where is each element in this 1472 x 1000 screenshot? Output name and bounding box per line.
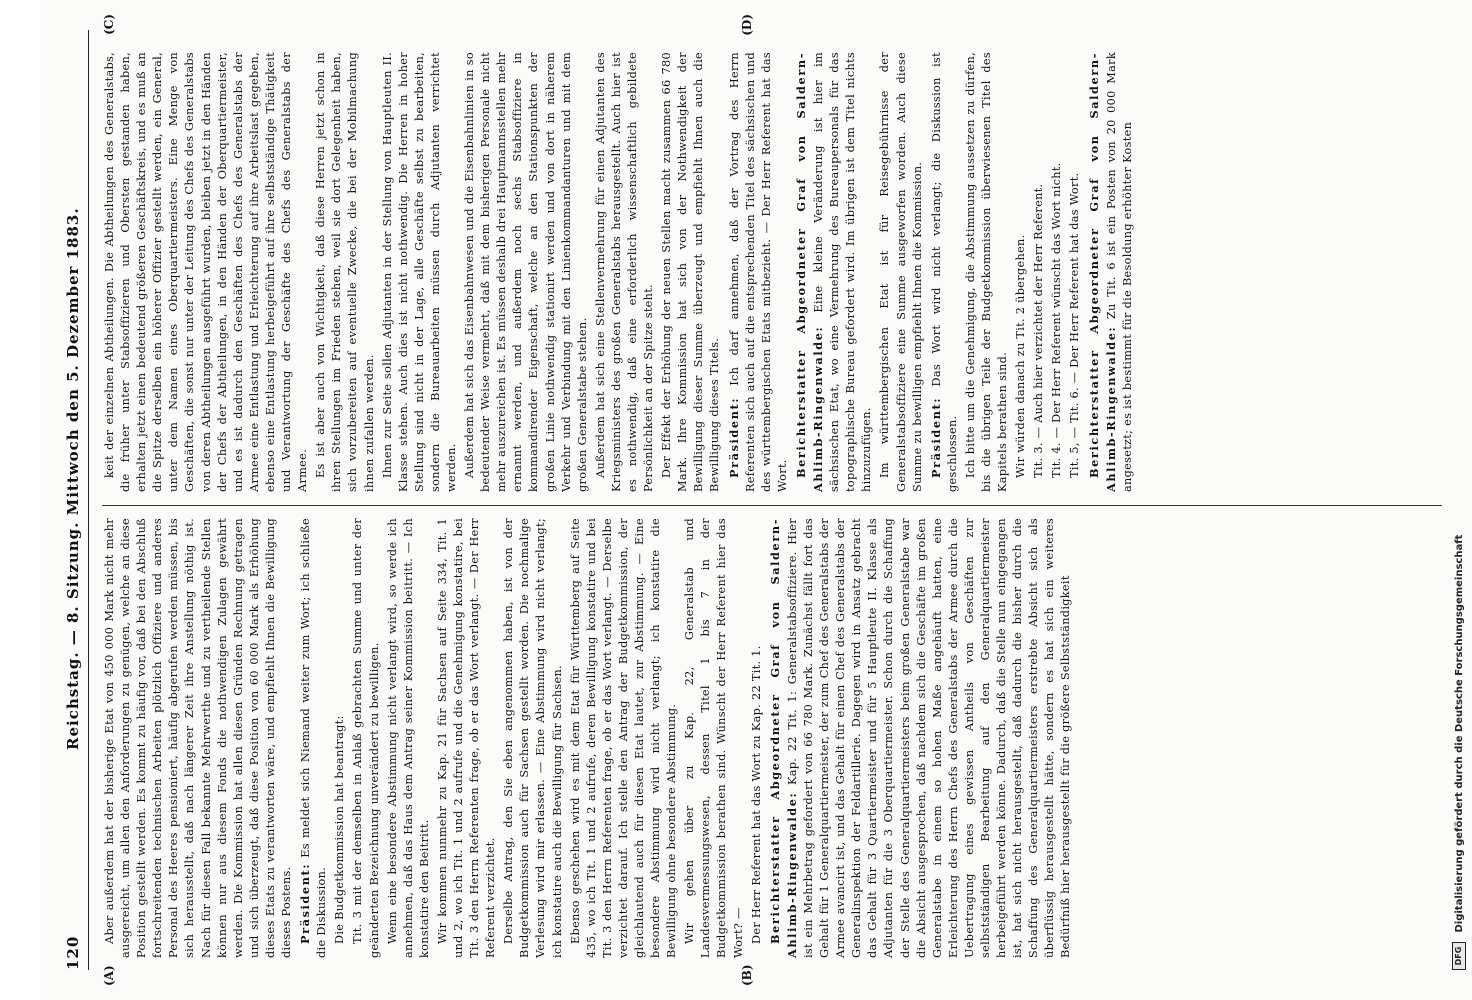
- paragraph: [682, 518, 746, 958]
- paragraph-text: Außerdem hat sich das Eisenbahnwesen und die Eisenbahnlinien in so bedeutender Weise vermehrt, daß mit dem bisherigen Personale nicht mehr auszureichen ist. Es müssen deshalb drei Hauptmannsstellen mehr ernannt werden, und außerdem noch sechs Stabsoffiziere in kommandirender Eigenschaft, welche an den Stationspunkten der großen Linie nothwendig stationirt werden und von dort in näherem Verkehr und Verbindung mit den Linienkommandanturen und mit dem großen Generalstabe stehen.: [463, 52, 589, 492]
- paragraph-text: Tit. 5, — Tit. 6. — Der Herr Referent hat das Wort.: [1068, 172, 1082, 478]
- speaker-label: Berichterstatter Abgeordneter Graf von Saldern-Ahlimb-Ringenwalde:: [793, 52, 826, 492]
- paragraph: [102, 518, 295, 958]
- paragraph: [726, 52, 791, 492]
- column-divider: [102, 505, 1442, 506]
- paragraph: [313, 52, 377, 492]
- dfg-logo: DFG: [1452, 942, 1466, 970]
- speaker-label: Berichterstatter Abgeordneter Graf von Saldern-Ahlimb-Ringenwalde:: [1086, 52, 1118, 492]
- paragraph-text: Tit. 4. — Der Herr Referent wünscht das Wort nicht.: [1050, 162, 1064, 478]
- paragraph: [462, 52, 591, 492]
- paragraph: [1049, 52, 1065, 492]
- paragraph: [1013, 52, 1029, 492]
- left-text-column: [102, 518, 1442, 958]
- paragraph: [1086, 52, 1136, 492]
- speaker-label: Präsident:: [298, 862, 313, 944]
- paragraph-text: Ebenso geschehen wird es mit dem Etat für Württemberg auf Seite 435, wo ich Tit. 1 und 2 aufrufe, deren Bewilligung konstatire und bei Tit. 3 den Herrn Referenten frage, ob er das Wort verlangt. — Derselbe verzichtet darauf. Ich stelle den Antrag der Budgetkommission, der gleichlautend auch für diesen Etat lautet, zur Abstimmung. — Eine besondere Abstimmung wird nicht verlangt; ich konstatire die Bewilligung ohne besondere Abstimmung.: [568, 518, 679, 958]
- margin-mark-c: (C): [102, 14, 116, 35]
- running-title: Reichstag. — 8. Sitzung. Mittwoch den 5. Dezember 1883.: [64, 207, 82, 750]
- paragraph-text: Wir würden danach zu Tit. 2 übergehen.: [1014, 234, 1028, 478]
- header-rule: [88, 30, 89, 970]
- margin-mark-b: (B): [740, 964, 754, 986]
- paragraph: [963, 52, 1011, 492]
- paragraph-text: Es meldet sich Niemand weiter zum Wort; ich schließe die Diskussion.: [299, 518, 329, 958]
- paragraph-text: Der Herr Referent hat das Wort zu Kap. 22 Tit. 1.: [749, 645, 763, 944]
- paragraph: [501, 518, 565, 958]
- paragraph-text: Tit. 3 mit der demselben in Anlaß gebrachten Summe und unter der geänderten Bezeichnung unverändert zu bewilligen.: [351, 518, 381, 958]
- paragraph-text: Der Effekt der Erhöhung der neuen Stellen macht zusammen 66 780 Mark. Ihre Kommission hat sich von der Nothwendigkeit der Bewilligung dieser Summe überzeugt und empfiehlt Ihnen auch die Bewilligung dieses Titels.: [660, 52, 722, 492]
- speaker-label: Präsident:: [726, 396, 741, 478]
- paragraph-text: Außerdem hat sich eine Stellenvermehrung für einen Adjutanten des Kriegsministers des großen Generalstabs herausgestellt. Auch hier ist es nothwendig, daß eine erforderlich wissenschaftlich gebildete Persönlichkeit an der Spitze steht.: [593, 52, 656, 492]
- paragraph: [435, 518, 499, 958]
- paragraph-text: Ihnen zur Seite sollen Adjutanten in der Stellung von Hauptleuten II. Klasse stehen. Auch dies ist nicht nothwendig. Die Herren in hoher Stellung sind nicht in der Lage, alle Geschäfte selbst zu bearbeiten, sondern die Bureauarbeiten müssen durch Adjutanten verrichtet werden.: [380, 52, 458, 492]
- page-footer: [1452, 30, 1466, 970]
- paragraph-text: Tit. 3. — Auch hier verzichtet der Herr Referent.: [1032, 183, 1046, 478]
- margin-mark-d: (D): [740, 14, 754, 36]
- paragraph: [385, 518, 433, 958]
- paragraph-text: Die Budgetkommission hat beantragt:: [333, 715, 347, 944]
- scanned-page: [40, 0, 1472, 1000]
- paragraph-text: Im württembergischen Etat ist für Reisegebührnisse der Generalstabsoffiziere eine Summe ausgeworfen worden. Auch diese Summe zu bewilligen empfiehlt Ihnen die Kommission.: [878, 52, 924, 492]
- page-number: 120: [64, 935, 82, 970]
- paragraph: [1031, 52, 1047, 492]
- paragraph-text: Aber außerdem hat der bisherige Etat von 450 000 Mark nicht mehr ausgereicht, um allen den Anforderungen zu genügen, welche an diese Position gestellt werden. Es kommt zu häufig vor, daß bei den Abschluß fortschreitenden technischen Arbeiten plötzlich Offiziere und anderes Personal des Heeres pensioniert, häufig abgerufen werden müssen, bis sich herausstellt, daß nach längerer Zeit ihre Anstellung nöthig ist. Nach für diesen Fall bekannte Mehrwerthe und zu vertheilende Stellen können nur aus diesem Fonds die nothwendigen Zulagen gewährt werden. Die Kommission hat allen diesen Gründen Rechnung getragen und sich überzeugt, daß diese Position von 60 000 Mark als Erhöhung dieses Etats zu verantworten wäre, und empfiehlt Ihnen die Bewilligung dieses Postens.: [103, 518, 294, 958]
- paragraph: [568, 518, 681, 958]
- margin-mark-a: (A): [102, 965, 116, 986]
- paragraph-text: Ich bitte um die Genehmigung, die Abstimmung aussetzen zu dürfen, bis die übrigen Teile der Budgetkommission überwiesenen Titel des Kapitels berathen sind.: [963, 52, 1010, 492]
- paragraph: [749, 518, 765, 958]
- paragraph: [350, 518, 382, 958]
- paragraph-text: Es ist aber auch von Wichtigkeit, daß diese Herren jetzt schon in ihren Stellungen im Frieden stehen, weil sie dort Gelegenheit haben, sich vorzubereiten auf eventuelle Zwecke, die bei der Mobilmachung ihnen zufallen werden.: [314, 52, 376, 492]
- paragraph: [380, 52, 460, 492]
- paragraph-text: Derselbe Antrag, den Sie eben angenommen haben, ist von der Budgetkommission auch für Sachsen gestellt worden. Die nochmalige Verlesung wird mir erlassen. — Eine Abstimmung wird nicht verlangt; ich konstatire auch die Bewilligung für Sachsen.: [502, 518, 564, 958]
- paragraph-text: Wir gehen über zu Kap. 22, Generalstab und Landesvermessungswesen, dessen Titel 1 bis 7 in der Budgetkommission berathen sind. Wünscht der Herr Referent hier das Wort? —: [683, 518, 745, 958]
- paragraph-text: Eine kleine Veränderung ist hier im sächsischen Etat, wo eine Vermehrung des Bureaupersonals für das topographische Bureau gefordert wird. Im übrigen ist dem Titel nichts hinzuzufügen.: [812, 52, 874, 492]
- paragraph: [767, 518, 1075, 958]
- digitization-credit: Digitalisierung gefördert durch die Deutsche Forschungsgemeinschaft: [1454, 534, 1465, 933]
- paragraph: [793, 52, 875, 492]
- paragraph-text: Wir kommen nunmehr zu Kap. 21 für Sachsen auf Seite 334, Tit. 1 und 2, wo ich Tit. 1 und 2 aufrufe und die Genehmigung konstatire, bei Tit. 3 den Herrn Referenten frage, ob er das Wort verlangt. — Der Herr Referent verzichtet.: [435, 518, 498, 958]
- page-header: [58, 30, 92, 970]
- paragraph-text: Ich darf annehmen, daß der Vortrag des Herrn Referenten sich auch auf die entsprechenden Titel des sächsischen und des württembergischen Etats mitbezieht. — Der Herr Referent hat das Wort.: [727, 52, 789, 492]
- paragraph: [102, 52, 311, 492]
- speaker-label: Berichterstatter Abgeordneter Graf von Saldern-Ahlimb-Ringenwalde:: [767, 518, 799, 958]
- speaker-label: Präsident:: [928, 396, 943, 478]
- paragraph-text: Kap. 22 Tit. 1: Generalstabsoffiziere. Hier ist ein Mehrbetrag gefordert von 66 780 Mark. Zunächst fällt fort das Gehalt für 1 Generalquartiermeister, der zum Chef des Generalstabs der Armee avancirt ist, und das Gehalt für einen Chef des Generalstabs der Generalinspektion der Feldartillerie. Dagegen wird in Ansatz gebracht das Gehalt für 3 Quartiermeister und für 5 Hauptleute II. Klasse als Adjutanten für die 3 Oberquartiermeister. Schon durch die Schaffung der Stelle des Generalquartiermeisters beim großen Generalstabe war die Absicht ausgesprochen, daß nachdem sich die Geschäfte im großen Generalstabe in einem so hohen Maße angehäuft hatten, eine Erleichterung des Herrn Chefs des Generalstabs der Armee durch die Uebertragung eines gewissen Antheils von Geschäften zur selbstständigen Bearbeitung auf den Generalquartiermeister herbeigeführt werden könne. Dadurch, daß die Stelle nun eingegangen ist, hat sich nicht herausgestellt, daß dadurch die bisher durch die Schaffung des Generalquartiermeisters erstrebte Absicht sich als überflüssig herausgestellt hätte, sondern es hat sich ein weiteres Bedürfniß hier herausgestellt für die größere Selbstständigkeit: [785, 518, 1073, 958]
- paragraph: [332, 518, 348, 958]
- paragraph: [1067, 52, 1083, 492]
- paragraph-text: keit der einzelnen Abtheilungen. Die Abtheilungen des Generalstabs, die früher unter Stabsoffizieren und Obersten gestanden haben, erhalten jetzt einen bedeutend größeren Geschäftskreis, und es muß an die Spitze derselben ein höherer Offizier gestellt werden, ein General, unter dem Namen eines Oberquartiermeisters. Eine Menge von Geschäften, die sonst nur unter der Leitung des Chefs des Generalstabs von deren Abtheilungen ausgeführt wurden, bleiben jetzt in den Händen der Chefs der Abtheilungen, in den Händen der Oberquartiermeister, und es ist dadurch den Geschäften des Chefs des Generalstabs der Armee eine Entlastung und Erleichterung auf ihre Arbeitslast gegeben, ebenso eine Entlastung herbeigeführt auf ihre selbstständige Thätigkeit und Verantwortung der Geschäfte des Chefs des Generalstabs der Armee.: [103, 52, 310, 492]
- right-text-column: [102, 52, 1442, 492]
- paragraph: [593, 52, 657, 492]
- paragraph-text: Wenn eine besondere Abstimmung nicht verlangt wird, so werde ich annehmen, daß das Haus dem Antrag seiner Kommission beitritt. — Ich konstatire den Beitritt.: [385, 518, 431, 958]
- paragraph: [659, 52, 723, 492]
- paragraph: [877, 52, 925, 492]
- paragraph: [297, 518, 330, 958]
- paragraph: [928, 52, 961, 492]
- paragraph-text: Zu Tit. 6 ist ein Posten von 20 000 Mark angesetzt; es ist bestimmt für die Besoldung erhöhter Kosten: [1104, 52, 1134, 492]
- paragraph-text: Das Wort wird nicht verlangt; die Diskussion ist geschlossen.: [929, 52, 959, 492]
